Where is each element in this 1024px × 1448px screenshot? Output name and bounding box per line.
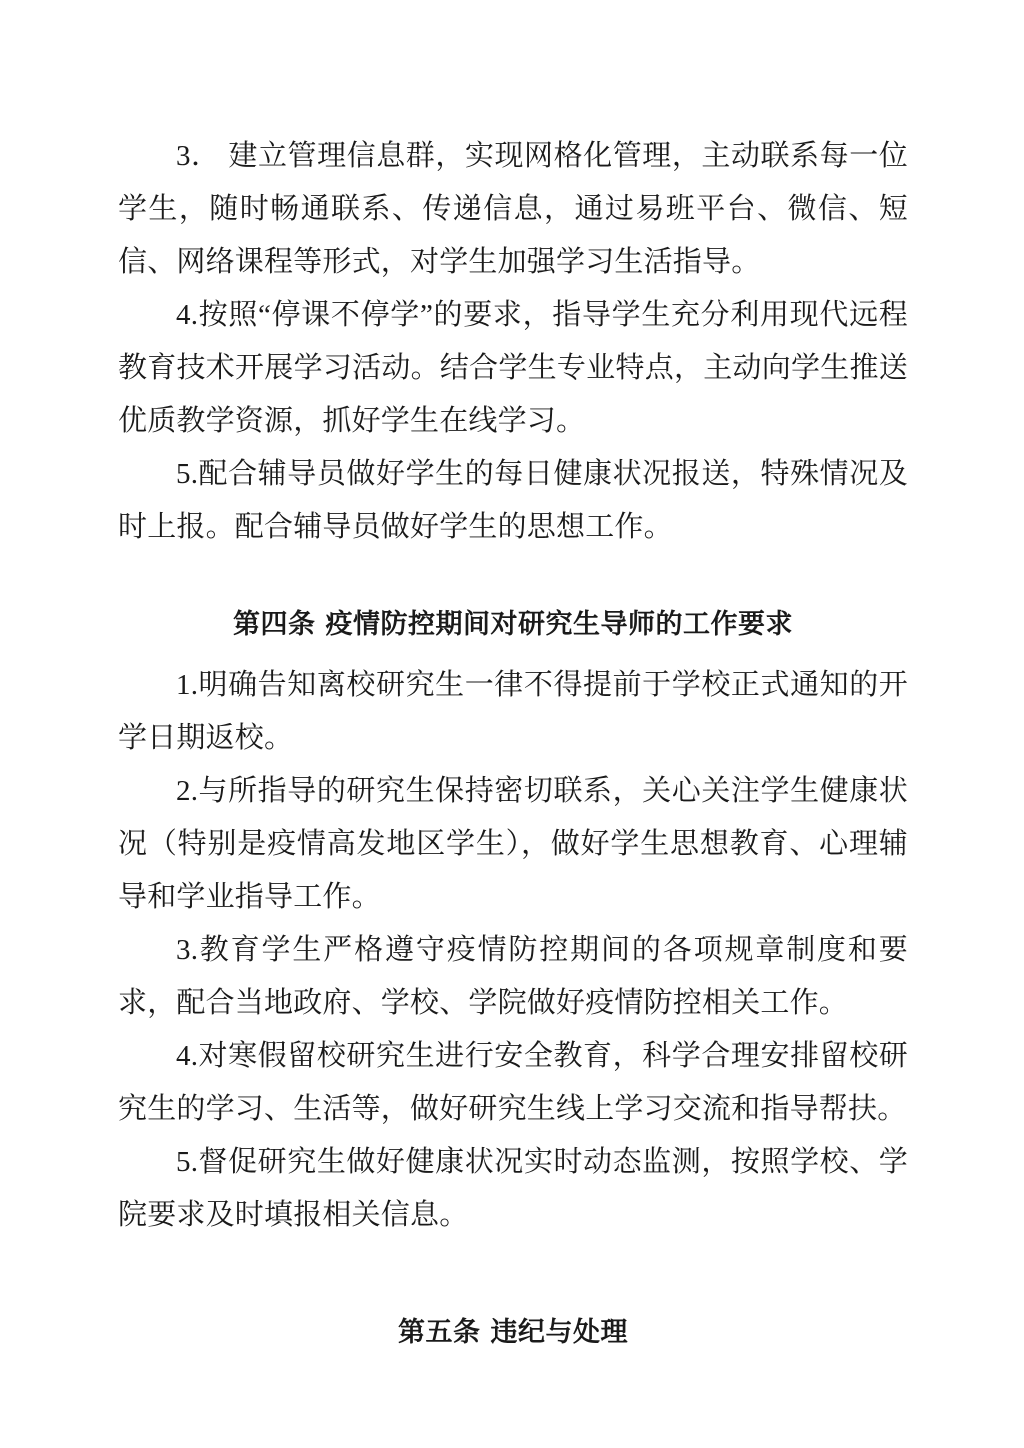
paragraph-article4-item-5: 5.督促研究生做好健康状况实时动态监测，按照学校、学院要求及时填报相关信息。 [118,1146,908,1231]
paragraph-article4-item-4: 4.对寒假留校研究生进行安全教育，科学合理安排留校研究生的学习、生活等，做好研究生线上学习交流和指导帮扶。 [118,1040,908,1125]
spacer [118,1242,908,1306]
paragraph-article4-item-3: 3.教育学生严格遵守疫情防控期间的各项规章制度和要求，配合当地政府、学校、学院做好疫情防控相关工作。 [118,934,908,1019]
paragraph-item-5: 5.配合辅导员做好学生的每日健康状况报送，特殊情况及时上报。配合辅导员做好学生的思想工作。 [118,458,908,543]
paragraph-item-3: 3． 建立管理信息群，实现网格化管理，主动联系每一位学生，随时畅通联系、传递信息，通过易班平台、微信、短信、网络课程等形式，对学生加强学习生活指导。 [118,140,908,278]
heading-article-five: 第五条 违纪与处理 [398,1317,628,1348]
heading-article-four: 第四条 疫情防控期间对研究生导师的工作要求 [233,609,793,640]
document-body [118,130,908,1359]
spacer [118,651,908,659]
paragraph-article4-item-2: 2.与所指导的研究生保持密切联系，关心关注学生健康状况（特别是疫情高发地区学生），做好学生思想教育、心理辅导和学业指导工作。 [118,775,908,913]
paragraph-item-4: 4.按照“停课不停学”的要求，指导学生充分利用现代远程教育技术开展学习活动。结合学生专业特点，主动向学生推送优质教学资源，抓好学生在线学习。 [118,299,908,437]
spacer [118,554,908,598]
paragraph-article4-item-1: 1.明确告知离校研究生一律不得提前于学校正式通知的开学日期返校。 [118,669,908,754]
